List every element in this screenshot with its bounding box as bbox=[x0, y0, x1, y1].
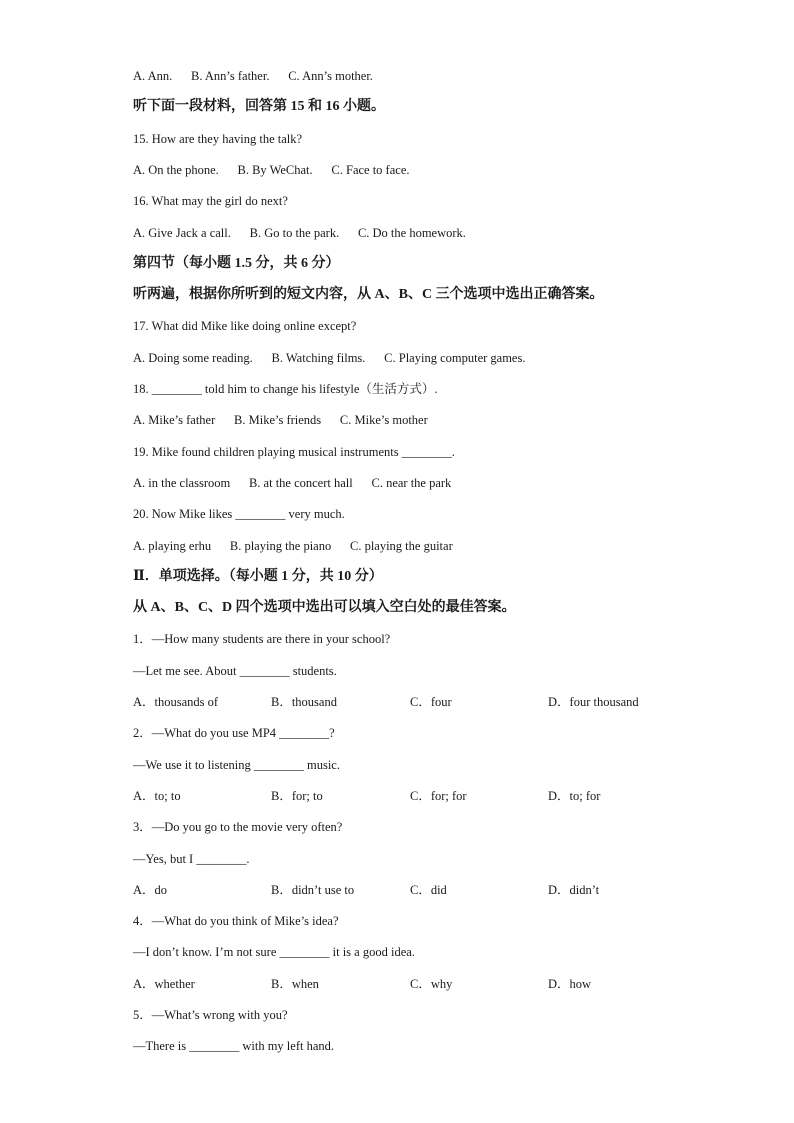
answer-option: D．didn’t bbox=[548, 883, 600, 897]
section-heading: 听两遍，根据你所听到的短文内容，从 A、B、C 三个选项中选出正确答案。 bbox=[133, 287, 604, 302]
answer-option: D．how bbox=[548, 977, 592, 991]
text-line: 17. What did Mike like doing online except? bbox=[133, 319, 357, 333]
answer-option: C．why bbox=[410, 977, 453, 991]
answer-option: D．to; for bbox=[548, 789, 601, 803]
answer-option: C．for; for bbox=[410, 789, 467, 803]
text-line: A. On the phone. B. By WeChat. C. Face to face. bbox=[133, 163, 410, 177]
text-line: 20. Now Mike likes ________ very much. bbox=[133, 507, 345, 521]
text-line: A. Doing some reading. B. Watching films. C. Playing computer games. bbox=[133, 351, 526, 365]
answer-option: A．thousands of bbox=[133, 695, 219, 709]
section-heading: 第四节（每小题 1.5 分，共 6 分） bbox=[133, 256, 340, 271]
text-line: A. playing erhu B. playing the piano C. playing the guitar bbox=[133, 539, 453, 553]
text-line: 16. What may the girl do next? bbox=[133, 194, 288, 208]
text-line: 5．—What’s wrong with you? bbox=[133, 1008, 288, 1022]
answer-option: B．for; to bbox=[271, 789, 323, 803]
section-heading: Ⅱ．单项选择。（每小题 1 分，共 10 分） bbox=[133, 569, 383, 584]
text-line: A. Mike’s father B. Mike’s friends C. Mike’s mother bbox=[133, 413, 428, 427]
text-line: —There is ________ with my left hand. bbox=[133, 1039, 335, 1053]
answer-option: B．when bbox=[271, 977, 319, 991]
text-line: 2．—What do you use MP4 ________? bbox=[133, 726, 335, 740]
answer-option: C．did bbox=[410, 883, 447, 897]
text-line: 19. Mike found children playing musical instruments ________. bbox=[133, 445, 455, 459]
answer-option: A．to; to bbox=[133, 789, 181, 803]
answer-option: D．four thousand bbox=[548, 695, 639, 709]
text-line: A. Give Jack a call. B. Go to the park. C. Do the homework. bbox=[133, 226, 466, 240]
section-heading: 听下面一段材料，回答第 15 和 16 小题。 bbox=[133, 99, 385, 114]
text-line: —Yes, but I ________. bbox=[133, 852, 250, 866]
answer-option: B．thousand bbox=[271, 695, 337, 709]
text-line: —Let me see. About ________ students. bbox=[133, 664, 337, 678]
text-line: 1．—How many students are there in your school? bbox=[133, 632, 391, 646]
text-line: 3．—Do you go to the movie very often? bbox=[133, 820, 343, 834]
text-line: 18. ________ told him to change his lifestyle（生活方式）. bbox=[133, 382, 438, 396]
text-line: A. Ann. B. Ann’s father. C. Ann’s mother. bbox=[133, 69, 373, 83]
text-line: —I don’t know. I’m not sure ________ it is a good idea. bbox=[133, 945, 415, 959]
answer-option: C．four bbox=[410, 695, 452, 709]
text-line: A. in the classroom B. at the concert hall C. near the park bbox=[133, 476, 452, 490]
answer-option: A．whether bbox=[133, 977, 195, 991]
answer-option: A．do bbox=[133, 883, 168, 897]
text-line: —We use it to listening ________ music. bbox=[133, 758, 340, 772]
answer-option: B．didn’t use to bbox=[271, 883, 355, 897]
text-line: 4．—What do you think of Mike’s idea? bbox=[133, 914, 339, 928]
section-heading: 从 A、B、C、D 四个选项中选出可以填入空白处的最佳答案。 bbox=[133, 600, 516, 615]
text-line: 15. How are they having the talk? bbox=[133, 132, 303, 146]
